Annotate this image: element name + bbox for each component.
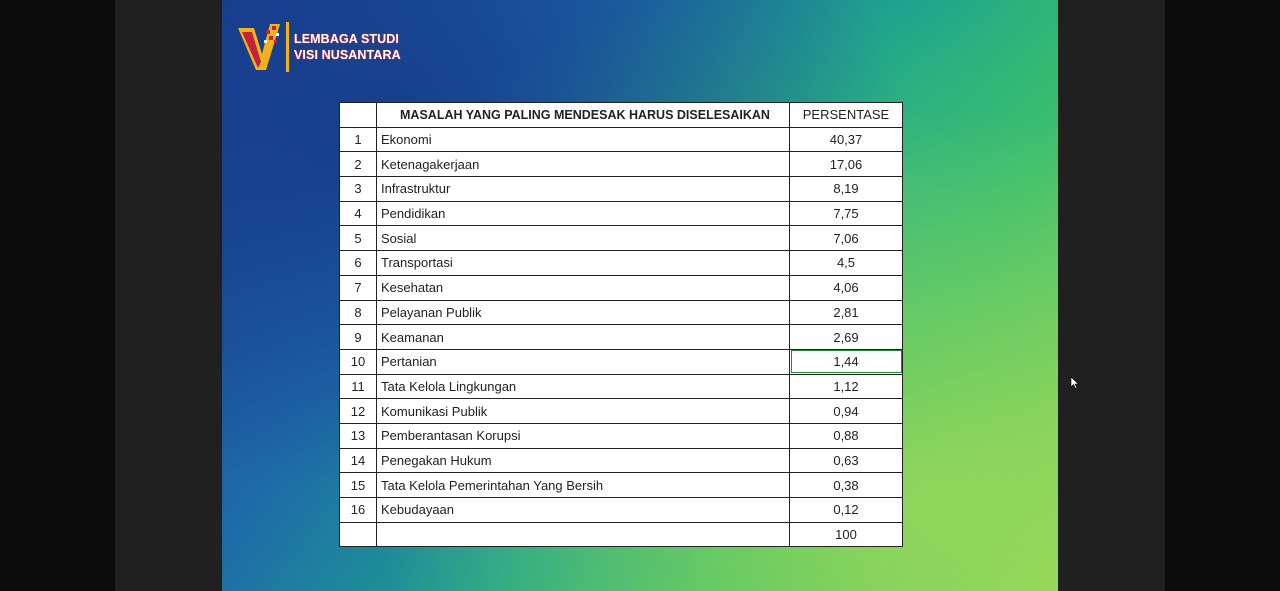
left-black-bar	[0, 0, 115, 591]
header-issue: MASALAH YANG PALING MENDESAK HARUS DISELESAIKAN	[377, 103, 790, 128]
issue-name-cell[interactable]: Pertanian	[377, 349, 790, 374]
issue-name-cell[interactable]: Pemberantasan Korupsi	[377, 423, 790, 448]
table-row	[340, 399, 903, 424]
issues-table	[339, 102, 903, 547]
row-number-cell[interactable]: 16	[340, 498, 377, 523]
percentage-cell[interactable]: 8,19	[790, 177, 903, 202]
row-number-cell[interactable]: 7	[340, 275, 377, 300]
issue-name-cell[interactable]: Infrastruktur	[377, 177, 790, 202]
row-number-cell[interactable]: 2	[340, 152, 377, 177]
issue-name-cell[interactable]: Sosial	[377, 226, 790, 251]
row-number-cell[interactable]: 3	[340, 177, 377, 202]
percentage-cell[interactable]: 40,37	[790, 127, 903, 152]
issue-name-cell[interactable]: Keamanan	[377, 325, 790, 350]
percentage-cell[interactable]: 7,06	[790, 226, 903, 251]
issue-name-cell[interactable]: Pendidikan	[377, 201, 790, 226]
percentage-cell[interactable]: 2,81	[790, 300, 903, 325]
percentage-cell[interactable]: 0,38	[790, 473, 903, 498]
row-number-cell[interactable]: 9	[340, 325, 377, 350]
table-row	[340, 275, 903, 300]
row-number-cell[interactable]: 10	[340, 349, 377, 374]
table-row	[340, 448, 903, 473]
row-number-cell[interactable]: 6	[340, 251, 377, 276]
issue-name-cell[interactable]: Penegakan Hukum	[377, 448, 790, 473]
issue-name-cell[interactable]: Pelayanan Publik	[377, 300, 790, 325]
percentage-cell[interactable]: 1,44	[790, 349, 903, 374]
percentage-cell[interactable]: 2,69	[790, 325, 903, 350]
issue-name-cell[interactable]: Tata Kelola Pemerintahan Yang Bersih	[377, 473, 790, 498]
percentage-cell[interactable]: 17,06	[790, 152, 903, 177]
logo-separator	[286, 22, 289, 72]
table-row	[340, 251, 903, 276]
total-row	[340, 522, 903, 547]
table-row	[340, 325, 903, 350]
table-row	[340, 226, 903, 251]
left-gray-panel	[115, 0, 222, 591]
issue-name-cell[interactable]: Transportasi	[377, 251, 790, 276]
header-percentage: PERSENTASE	[790, 103, 903, 128]
table-row	[340, 177, 903, 202]
table-row	[340, 127, 903, 152]
mouse-cursor-icon	[1071, 377, 1079, 389]
right-black-bar	[1165, 0, 1280, 591]
percentage-cell[interactable]: 0,12	[790, 498, 903, 523]
total-value: 100	[790, 522, 903, 547]
row-number-cell[interactable]: 4	[340, 201, 377, 226]
issue-name-cell[interactable]: Ekonomi	[377, 127, 790, 152]
logo-line-2: VISI NUSANTARA	[294, 48, 401, 62]
percentage-cell[interactable]: 4,5	[790, 251, 903, 276]
row-number-cell[interactable]: 14	[340, 448, 377, 473]
table-row	[340, 152, 903, 177]
table-row	[340, 374, 903, 399]
percentage-cell[interactable]: 0,94	[790, 399, 903, 424]
table-row	[340, 201, 903, 226]
issue-name-cell[interactable]: Kebudayaan	[377, 498, 790, 523]
table-row	[340, 498, 903, 523]
issue-name-cell[interactable]: Komunikasi Publik	[377, 399, 790, 424]
percentage-cell[interactable]: 0,88	[790, 423, 903, 448]
logo	[236, 18, 436, 76]
issue-name-cell[interactable]: Ketenagakerjaan	[377, 152, 790, 177]
row-number-cell[interactable]: 13	[340, 423, 377, 448]
table-row	[340, 349, 903, 374]
presentation-slide	[222, 0, 1058, 591]
total-label-cell	[377, 522, 790, 547]
percentage-cell[interactable]: 4,06	[790, 275, 903, 300]
total-no-cell	[340, 522, 377, 547]
percentage-cell[interactable]: 0,63	[790, 448, 903, 473]
table-header-row	[340, 103, 903, 128]
row-number-cell[interactable]: 5	[340, 226, 377, 251]
table-row	[340, 423, 903, 448]
logo-line-1: LEMBAGA STUDI	[294, 32, 399, 46]
row-number-cell[interactable]: 8	[340, 300, 377, 325]
percentage-cell[interactable]: 1,12	[790, 374, 903, 399]
logo-text	[294, 31, 401, 63]
row-number-cell[interactable]: 12	[340, 399, 377, 424]
issue-name-cell[interactable]: Tata Kelola Lingkungan	[377, 374, 790, 399]
table-row	[340, 300, 903, 325]
row-number-cell[interactable]: 1	[340, 127, 377, 152]
percentage-cell[interactable]: 7,75	[790, 201, 903, 226]
table-row	[340, 473, 903, 498]
issue-name-cell[interactable]: Kesehatan	[377, 275, 790, 300]
row-number-cell[interactable]: 15	[340, 473, 377, 498]
row-number-cell[interactable]: 11	[340, 374, 377, 399]
header-no	[340, 103, 377, 128]
logo-v-icon	[236, 18, 286, 74]
right-gray-panel	[1058, 0, 1165, 591]
